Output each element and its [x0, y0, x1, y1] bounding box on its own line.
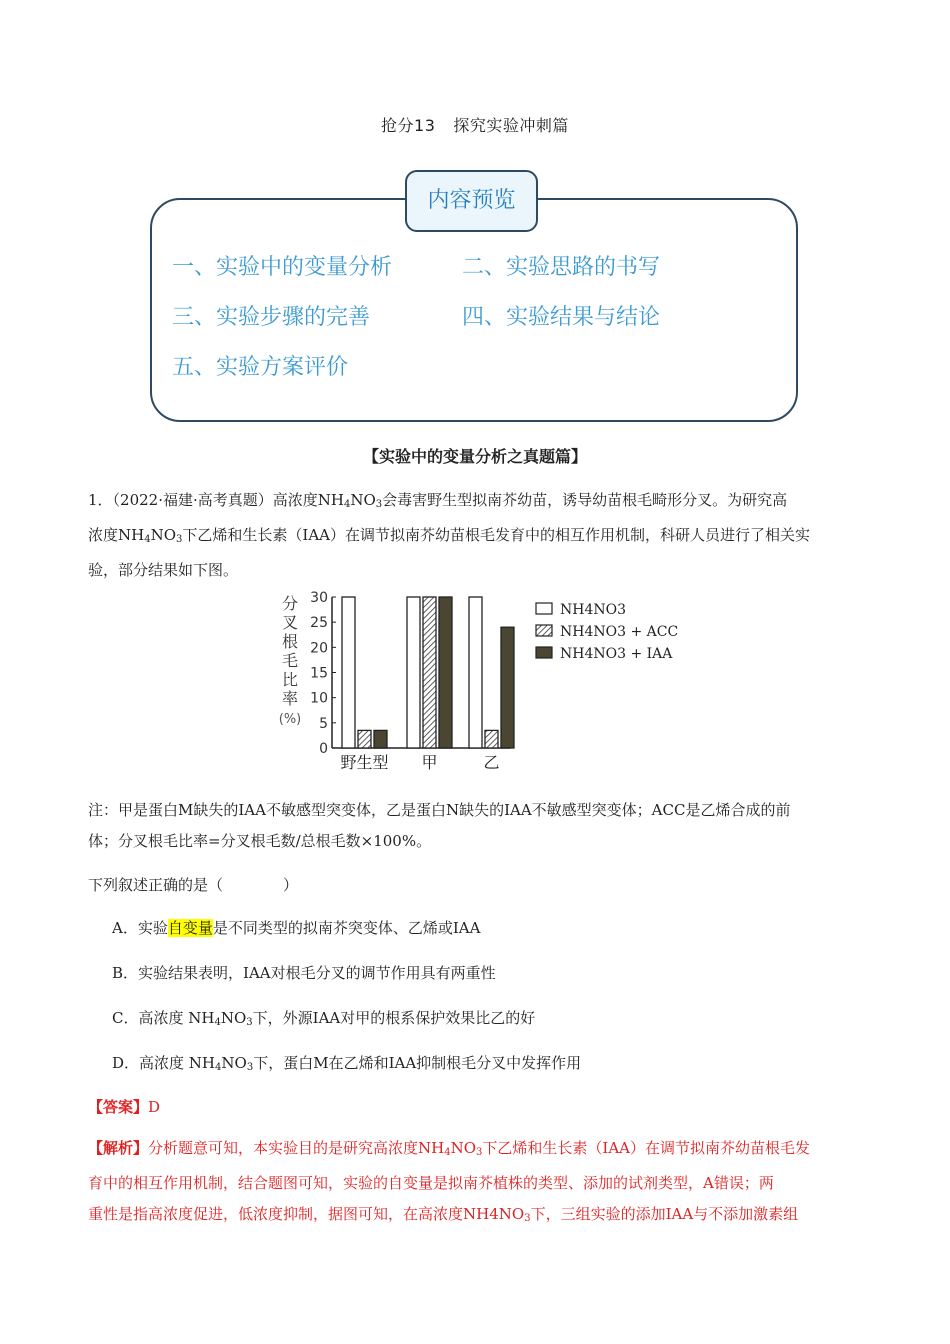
preview-item-3: 三、实验步骤的完善	[172, 305, 371, 330]
bar-chart	[270, 585, 690, 775]
bar-野生型-0	[342, 597, 355, 748]
legend-swatch-0	[536, 603, 552, 614]
content-preview-tab: 内容预览	[405, 170, 538, 232]
y-tick-label-0: 0	[319, 741, 328, 757]
x-tick-label-2: 乙	[483, 753, 500, 772]
y-tick-label-10: 10	[310, 690, 328, 707]
page-title	[0, 113, 950, 136]
bar-甲-2	[439, 597, 452, 748]
question-line-2: 浓度$NH_4NO_3$下乙烯和生长素（IAA）在调节拟南芥幼苗根毛发育中的相互作用机制，科研人员进行了相关实	[88, 526, 811, 545]
bar-乙-0	[469, 597, 482, 748]
option-c: C．高浓度 $NH_4NO_3$下，外源IAA对甲的根系保护效果比乙的好	[112, 1009, 536, 1028]
legend-label-1: NH4NO3 + ACC	[560, 624, 679, 640]
question-line-3: 验，部分结果如下图。	[88, 561, 239, 579]
legend-label-0: NH4NO3	[560, 602, 627, 618]
question-line-1: 1．（2022·福建·高考真题）高浓度$NH_4NO_3$会毒害野生型拟南芥幼苗，诱导幼苗根毛畸形分叉。为研究高	[88, 491, 788, 510]
preview-item-5: 五、实验方案评价	[172, 355, 349, 380]
option-d: D．高浓度 $NH_4NO_3$下，蛋白M在乙烯和IAA抑制根毛分叉中发挥作用	[112, 1054, 582, 1073]
question-prompt: 下列叙述正确的是（ ）	[88, 876, 299, 894]
analysis-line-2: 育中的相互作用机制，结合题图可知，实验的自变量是拟南芥植株的类型、添加的试剂类型，A错误；两	[88, 1174, 774, 1192]
preview-item-4: 四、实验结果与结论	[462, 305, 661, 330]
y-tick-label-20: 20	[310, 640, 328, 657]
y-tick-label-5: 5	[319, 715, 328, 732]
y-tick-label-30: 30	[310, 590, 328, 606]
preview-item-1: 一、实验中的变量分析	[172, 255, 393, 280]
chart-y-axis-label: 分 叉 根 毛 比 率 (%)	[278, 594, 302, 727]
bar-野生型-1	[358, 730, 371, 748]
preview-item-2: 二、实验思路的书写	[462, 255, 661, 280]
bar-乙-1	[485, 730, 498, 748]
bar-野生型-2	[374, 730, 387, 748]
note-line-1: 注：甲是蛋白M缺失的IAA不敏感型突变体，乙是蛋白N缺失的IAA不敏感型突变体；ACC是乙烯合成的前	[88, 801, 791, 819]
analysis-line-3: 重性是指高浓度促进，低浓度抑制，据图可知，在高浓度$NH4NO_3$下，三组实验的添加IAA与不添加激素组	[88, 1205, 799, 1224]
legend-label-2: NH4NO3 + IAA	[560, 646, 673, 662]
section-heading: 【实验中的变量分析之真题篇】	[362, 447, 587, 466]
legend-swatch-1	[536, 625, 552, 636]
analysis	[88, 1133, 863, 1234]
question-stem	[88, 485, 863, 586]
x-tick-label-1: 甲	[421, 753, 438, 772]
title-part2: 探究实验冲刺篇	[453, 116, 569, 135]
bar-甲-1	[423, 597, 436, 748]
answer: 【答案】D	[88, 1098, 161, 1116]
note-line-2: 体；分叉根毛比率=分叉根毛数/总根毛数×100%。	[88, 832, 432, 850]
x-tick-label-0: 野生型	[340, 753, 389, 772]
legend-swatch-2	[536, 647, 552, 658]
chart-note	[88, 795, 863, 857]
option-b: B．实验结果表明，IAA对根毛分叉的调节作用具有两重性	[112, 964, 496, 982]
bar-甲-0	[407, 597, 420, 748]
option-a: A．实验自变量是不同类型的拟南芥突变体、乙烯或IAA	[112, 919, 481, 937]
analysis-line-1: 【解析】分析题意可知，本实验目的是研究高浓度$NH_4NO_3$下乙烯和生长素（IAA）在调节拟南芥幼苗根毛发	[88, 1139, 811, 1158]
title-part1: 抢分13	[381, 116, 436, 135]
y-tick-label-15: 15	[310, 665, 328, 682]
bar-乙-2	[501, 627, 514, 748]
highlight-independent-variable: 自变量	[167, 919, 213, 937]
y-tick-label-25: 25	[310, 615, 328, 632]
